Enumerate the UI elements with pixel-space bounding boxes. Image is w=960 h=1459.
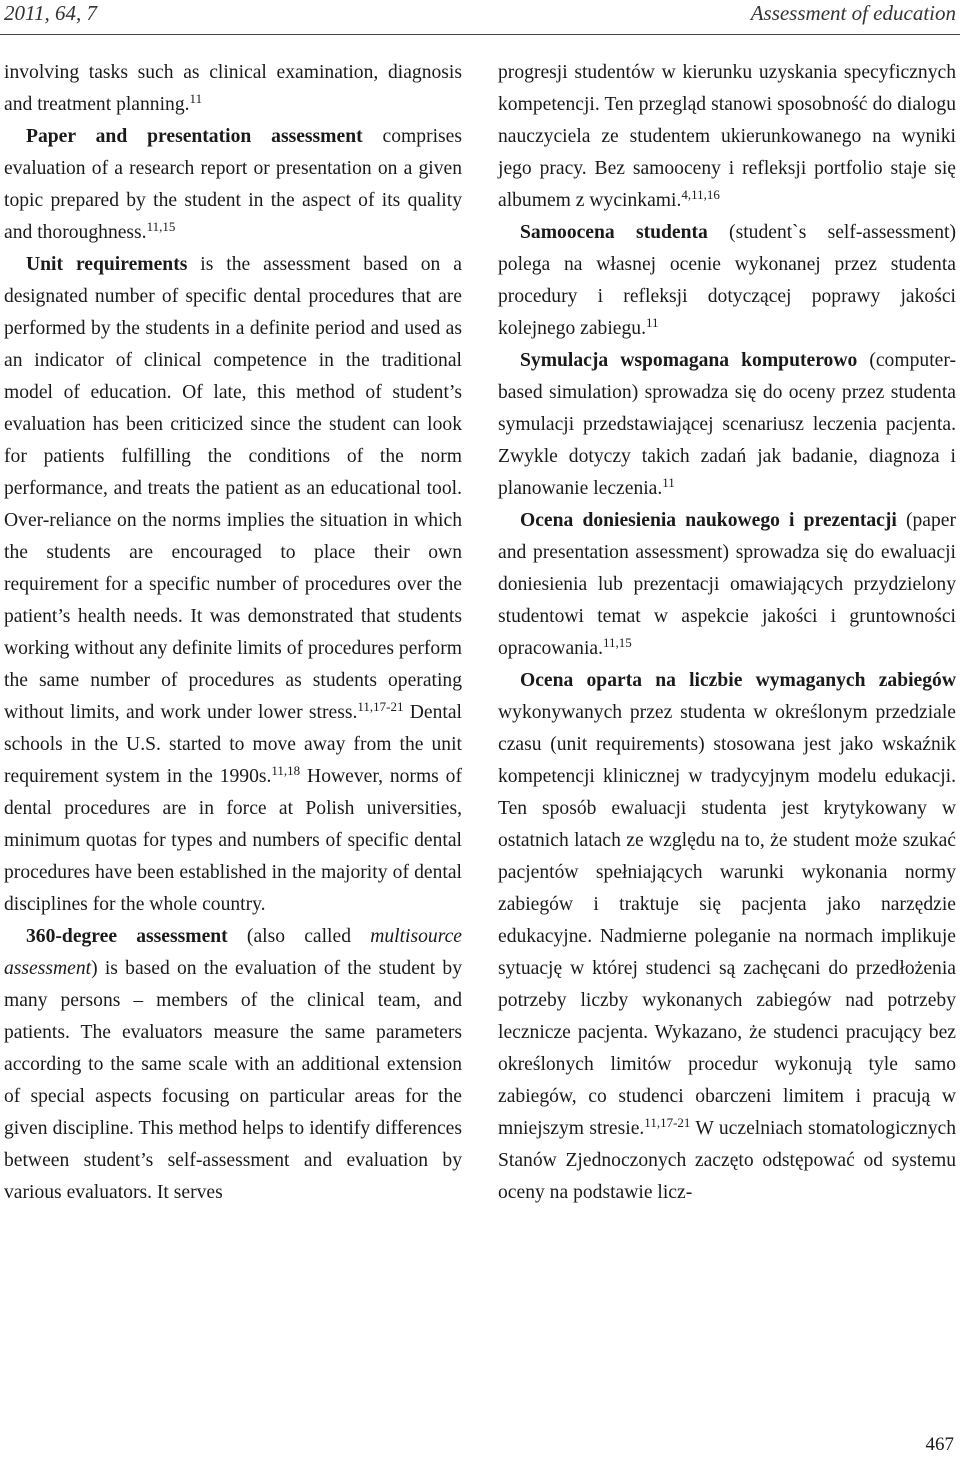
- term: Symulacja wspomagana komputerowo: [520, 350, 858, 371]
- term: Ocena oparta na liczbie wymaganych zabiegów: [520, 670, 956, 691]
- citation: 11,17-21: [644, 1115, 691, 1130]
- paragraph: Samoocena studenta (student`s self-assessment) polega na własnej ocenie wykonanej przez studenta procedury i refleksji dotyczącej poprawy jakości kolejnego zabiegu.$^{11}$: [498, 222, 956, 339]
- paragraph: involving tasks such as clinical examination, diagnosis and treatment planning.$^{11}$: [4, 62, 462, 115]
- left-column: [4, 57, 462, 1209]
- citation: 11: [189, 91, 203, 106]
- right-column: [498, 57, 956, 1209]
- term: Ocena doniesienia naukowego i prezentacji: [520, 510, 897, 531]
- citation: 11,18: [271, 763, 301, 778]
- italic-term: multisource assessment: [4, 926, 463, 979]
- running-title: Assessment of education: [750, 1, 956, 25]
- term: Unit requirements: [26, 254, 188, 275]
- citation: 11,15: [146, 219, 176, 234]
- paragraph: Unit requirements is the assessment based on a designated number of specific dental procedures that are performed by the students in a definite period and used as an indicator of clinical competence in the traditional model of education. Of late, this method of student’s evaluation has been criticized since the student can look for patients fulfilling the conditions of the norm performance, and treats the patient as an educational tool. Over-reliance on the norms implies the situation in which the students are encouraged to place their own requirement for a specific number of procedures over the patient’s health needs. It was demonstrated that students working without any definite limits of procedures perform the same number of procedures as students operating without limits, and work under lower stress.$^{11,17-21}$ Dental schools in the U.S. started to move away from the unit requirement system in the 1990s.$^{11,18}$ However, norms of dental procedures are in force at Polish universities, minimum quotas for types and numbers of specific dental procedures have been established in the majority of dental disciplines for the whole country.: [4, 254, 462, 915]
- paragraph: 360-degree assessment (also called multisource assessment) is based on the evaluation of the student by many persons – members of the clinical team, and patients. The evaluators measure the same parameters according to the same scale with an additional extension of special aspects focusing on particular areas for the given discipline. This method helps to identify differences between student’s self-assessment and evaluation by various evaluators. It serves: [4, 926, 463, 1203]
- term: Paper and presentation assessment: [26, 126, 363, 147]
- citation: 4,11,16: [681, 187, 720, 202]
- paragraph: Ocena oparta na liczbie wymaganych zabiegów wykonywanych przez studenta w określonym przedziale czasu (unit requirements) stosowana jest jako wskaźnik kompetencji klinicznej w tradycyjnym modelu edukacji. Ten sposób ewaluacji studenta jest krytykowany w ostatnich latach ze względu na to, że student może szukać pacjentów spełniających warunki wykonania normy zabiegów i traktuje się pacjenta jako narzędzie edukacyjne. Nadmierne poleganie na normach implikuje sytuację w której studenci są zachęcani do przedłożenia potrzeby liczby wykonanych zabiegów nad potrzeby lecznicze pacjenta. Wykazano, że studenci pracujący bez określonych limitów procedur wykonują tyle samo zabiegów, co studenci obarczeni limitem i pracują w mniejszym stresie.$^{11,17-21}$ W uczelniach stomatologicznych Stanów Zjednoczonych zaczęto odstępować od systemu oceny na podstawie licz-: [498, 670, 957, 1203]
- paragraph: Symulacja wspomagana komputerowo (computer-based simulation) sprowadza się do oceny przez studenta symulacji przedstawiającej scenariusz leczenia pacjenta. Zwykle dotyczy takich zadań jak badanie, diagnoza i planowanie leczenia.$^{11}$: [498, 350, 956, 499]
- paragraph: progresji studentów w kierunku uzyskania specyficznych kompetencji. Ten przegląd stanowi sposobność do dialogu nauczyciela ze studentem ukierunkowanego na wyniki jego pracy. Bez samooceny i refleksji portfolio staje się albumem z wycinkami.$^{4,11,16}$: [498, 62, 956, 211]
- paragraph: Ocena doniesienia naukowego i prezentacji (paper and presentation assessment) sprowadza się do ewaluacji doniesienia lub prezentacji omawiających przydzielony studentowi temat w aspekcie jakości i gruntowności opracowania.$^{11,15}$: [498, 510, 956, 659]
- paragraph: Paper and presentation assessment comprises evaluation of a research report or presentation on a given topic prepared by the student in the aspect of its quality and thoroughness.$^{11,15}$: [4, 126, 462, 243]
- citation: 11,15: [603, 635, 632, 650]
- term: 360-degree assessment: [26, 926, 228, 947]
- journal-issue: 2011, 64, 7: [4, 1, 97, 25]
- citation: 11: [646, 315, 659, 330]
- running-header: [0, 0, 960, 35]
- citation: 11,17-21: [357, 699, 404, 714]
- term: Samoocena studenta: [520, 222, 708, 243]
- page-number: 467: [925, 1434, 954, 1455]
- citation: 11: [662, 475, 675, 490]
